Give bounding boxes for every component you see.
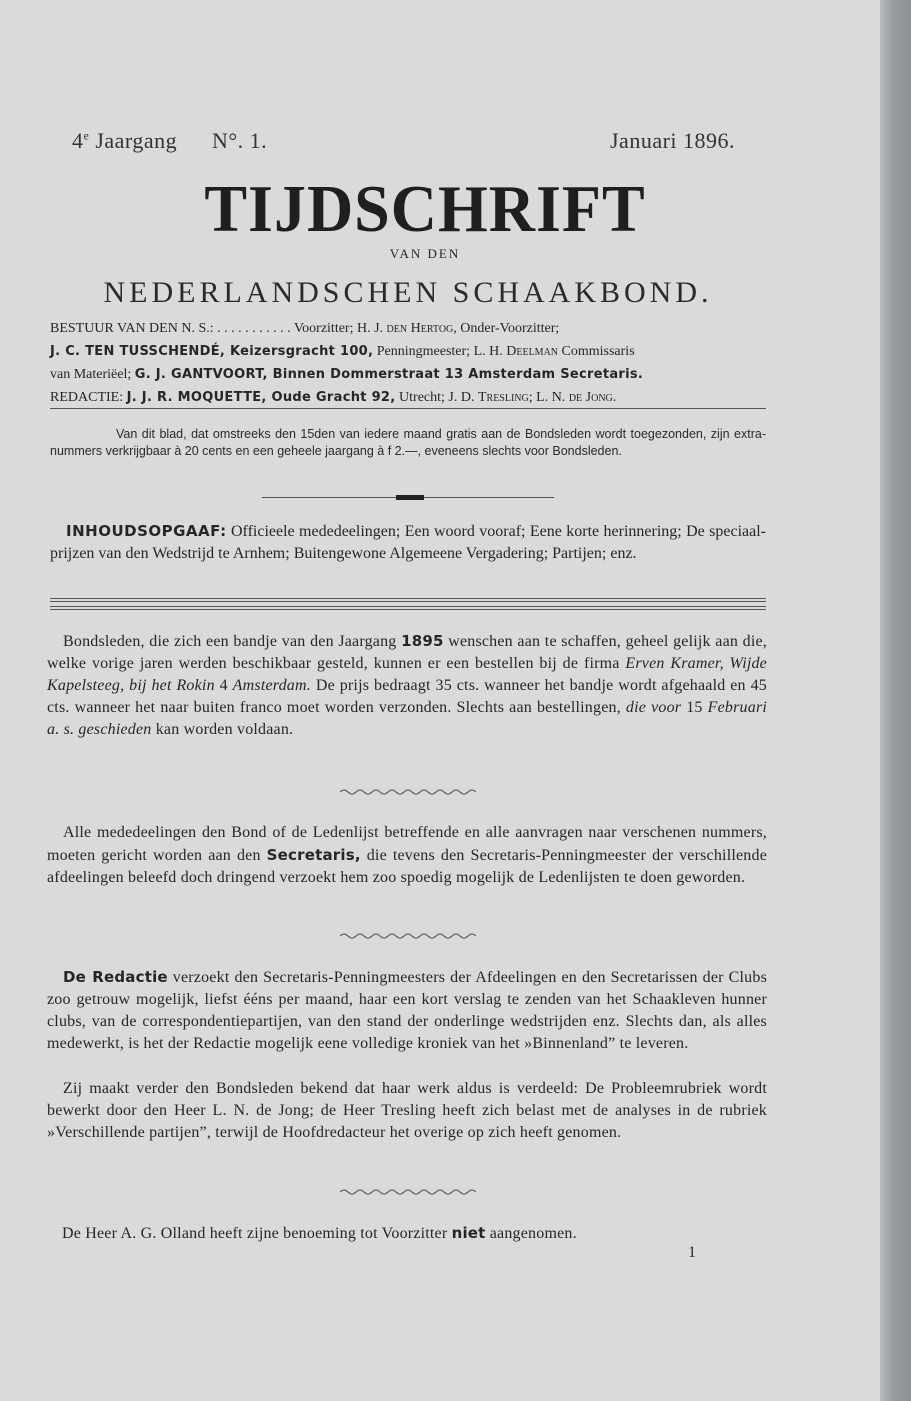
journal-title: TIJDSCHRIFT [204, 171, 646, 246]
editorial-line: REDACTIE: J. J. R. MOQUETTE, Oude Gracht 92, Utrecht; J. D. Tresling; L. N. de Jong. [50, 390, 617, 405]
table-of-contents: INHOUDSOPGAAF: Officieele mededeelingen; Een woord vooraf; Eene korte herinnering; De speciaal-prijzen van den Wedstrijd te Arnhem; Buitengewone Algemeene Vergadering; Partijen; enz. [50, 522, 767, 562]
page-number: 1 [688, 1244, 696, 1261]
page-edge [880, 0, 911, 1401]
board-line-3: van Materiëel; G. J. GANTVOORT, Binnen Dommerstraat 13 Amsterdam Secretaris. [50, 367, 644, 382]
ornament-squiggle [340, 788, 476, 796]
board-line-2: J. C. TEN TUSSCHENDÉ, Keizersgracht 100, Penningmeester; L. H. Deelman Commissaris [50, 344, 635, 359]
volume-label: 4e Jaargang [72, 128, 178, 153]
subscription-notice: Van dit blad, dat omstreeks den 15den van iedere maand gratis aan de Bondsleden wordt toegezonden, zijn extra-nummers verkrijgbaar à 20 cents en een geheele jaargang à f 2.—, eveneens slechts voor Bondsleden. [50, 427, 766, 458]
paragraph-division: Zij maakt verder den Bondsleden bekend dat haar werk aldus is verdeeld: De Probleemrubriek wordt bewerkt door den Heer L. N. de Jong; de Heer Tresling heeft zich belast met de analyses in de rubriek »Verschillende partijen”, terwijl de Hoofdredacteur het overige op zich heeft genomen. [47, 1080, 767, 1141]
paragraph-olland: De Heer A. G. Olland heeft zijne benoeming tot Voorzitter niet aangenomen. [62, 1224, 577, 1242]
issue-number: N°. 1. [212, 128, 268, 153]
ornament-dash [396, 495, 424, 500]
paragraph-binding: Bondsleden, die zich een bandje van den Jaargang 1895 wenschen aan te schaffen, geheel gelijk aan die, welke vorige jaren werden beschikbaar gesteld, kunnen er een bestellen bij de firma Erven Kramer, Wijde Kapelsteeg, bij het Rokin 4 Amsterdam. De prijs bedraagt 35 cts. wanneer het bandje wordt afgehaald en 45 cts. wanneer het naar buiten franco moet worden verzonden. Slechts aan bestellingen, die voor 15 Februari a. s. geschieden kan worden voldaan. [47, 632, 768, 738]
journal-subtitle: VAN DEN [389, 246, 461, 261]
ornament-squiggle [340, 932, 476, 940]
double-rule [50, 606, 766, 610]
divider [50, 408, 766, 409]
organization-name: NEDERLANDSCHEN SCHAAKBOND. [103, 276, 713, 309]
ornament-squiggle [340, 1188, 476, 1196]
paragraph-redactie: De Redactie verzoekt den Secretaris-Penningmeesters der Afdeelingen en den Secretarissen der Clubs zoo getrouw mogelijk, liefst ééns per maand, haar een kort verslag te zenden van het Schaakleven hunner clubs, van de correspondentiepartijen, van den stand der onderlinge wedstrijden enz. Slechts dan, als alles medewerkt, is het der Redactie mogelijk eene volledige kroniek van het »Binnenland” te leveren. [47, 968, 768, 1052]
issue-date: Januari 1896. [610, 128, 736, 153]
double-rule [50, 598, 766, 602]
board-line-1: BESTUUR VAN DEN N. S.: . . . . . . . . . . . Voorzitter; H. J. den Hertog, Onder-Voorzitter; [50, 321, 560, 336]
paragraph-secretary: Alle mededeelingen den Bond of de Ledenlijst betreffende en alle aanvragen naar verschenen nummers, moeten gericht worden aan den Secretaris, die tevens den Secretaris-Penningmeester der verschillende afdeelingen beleefd doch dringend verzoekt hem zoo spoedig mogelijk de Ledenlijsten te doen geworden. [47, 824, 767, 886]
